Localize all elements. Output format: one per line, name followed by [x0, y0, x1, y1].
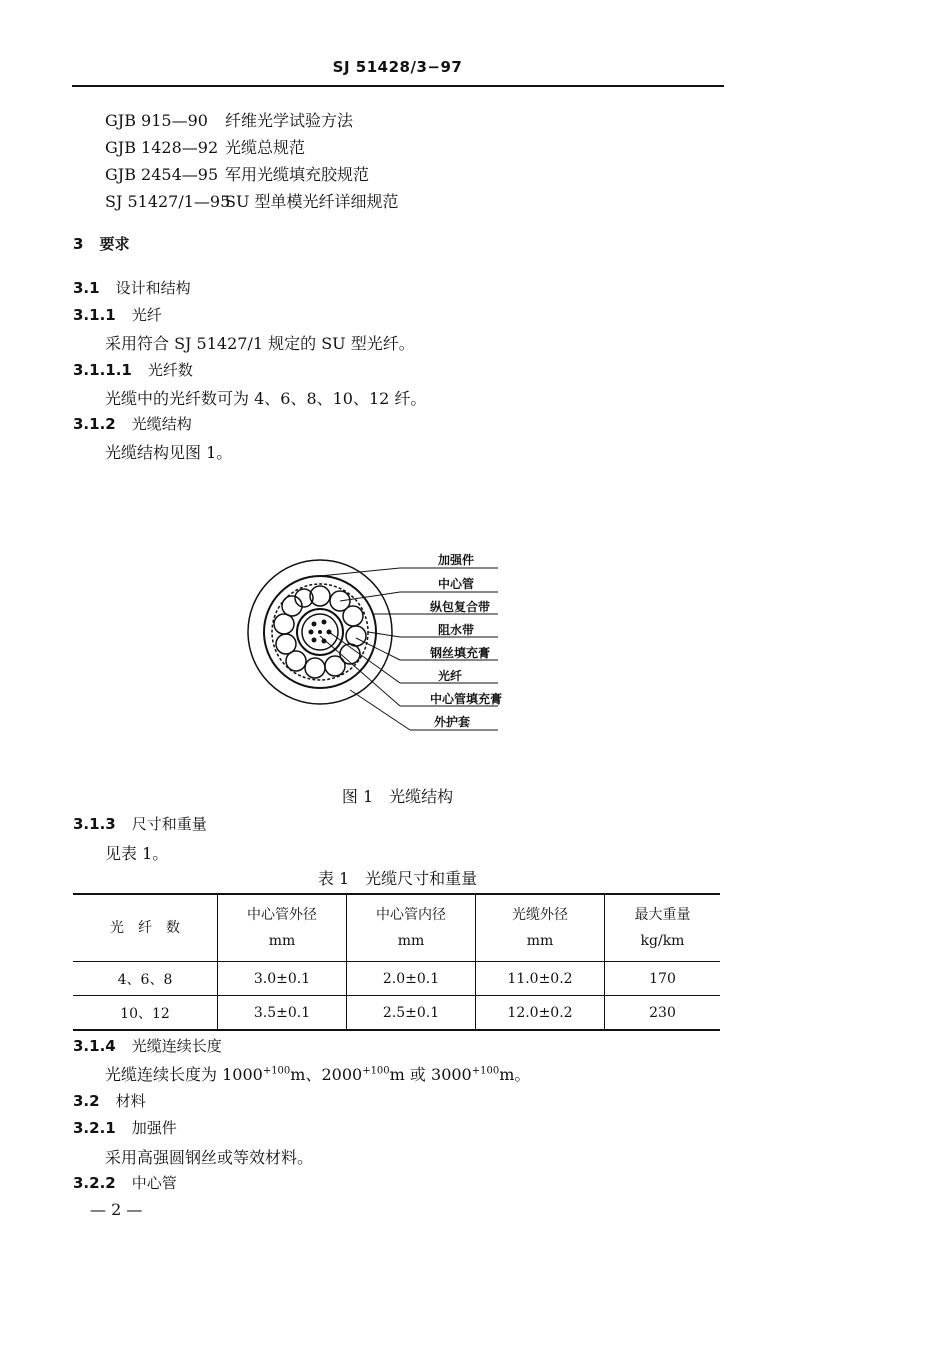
header-rule	[72, 85, 724, 87]
reference-code: GJB 2454—95	[105, 165, 219, 184]
section-text-3-1-3: 见表 1。	[105, 844, 169, 863]
table-cell: 3.0±0.1	[218, 962, 347, 996]
section-heading-3-1-4	[73, 1035, 222, 1056]
reference-item	[105, 135, 305, 158]
section-heading-3-1-2	[73, 413, 192, 434]
dimensions-weight-table	[73, 893, 720, 1031]
section-heading-3-2-1	[73, 1117, 177, 1138]
section-title: 光纤数	[147, 361, 193, 379]
section-title: 尺寸和重量	[131, 815, 207, 833]
reference-title: 军用光缆填充胶规范	[225, 165, 370, 184]
figure-label: 阻水带	[438, 623, 475, 637]
section-number: 3.2.1	[73, 1119, 116, 1137]
figure-label: 钢丝填充膏	[430, 646, 491, 660]
table-header-cell: 光缆外径 mm	[476, 894, 605, 962]
figure-label: 光纤	[438, 669, 463, 683]
reference-title: SU 型单模光纤详细规范	[225, 192, 399, 211]
section-heading-3	[73, 233, 129, 254]
section-text-3-1-1-1: 光缆中的光纤数可为 4、6、8、10、12 纤。	[105, 389, 427, 408]
section-heading-3-1-1	[73, 304, 162, 325]
section-number: 3	[73, 235, 84, 253]
section-number: 3.1.1	[73, 306, 116, 324]
section-title: 设计和结构	[115, 279, 191, 297]
section-text-3-1-1: 采用符合 SJ 51427/1 规定的 SU 型光纤。	[105, 334, 415, 353]
section-number: 3.1.4	[73, 1037, 116, 1055]
table-header-cell: 中心管外径 mm	[218, 894, 347, 962]
figure-label: 中心管填充膏	[430, 692, 503, 706]
reference-code: SJ 51427/1—95	[105, 192, 231, 211]
section-heading-3-1-1-1	[73, 359, 193, 380]
section-number: 3.1.2	[73, 415, 116, 433]
section-text-3-1-4: 光缆连续长度为 $1000^{+100}m$、$2000^{+100}m$ 或 $3000^{+100}m$。	[105, 1065, 531, 1084]
table-caption: 表 1 光缆尺寸和重量	[317, 869, 478, 888]
section-title: 光纤	[131, 306, 162, 324]
section-title: 光缆结构	[131, 415, 192, 433]
section-number: 3.1.3	[73, 815, 116, 833]
page-number: — 2 —	[90, 1200, 143, 1219]
reference-item	[105, 108, 353, 131]
reference-title: 光缆总规范	[225, 138, 306, 157]
optical-fibers	[309, 620, 332, 644]
reference-item	[105, 189, 399, 212]
table-header-cell: 最大重量 kg/km	[605, 894, 721, 962]
section-number: 3.2	[73, 1092, 100, 1110]
figure-label: 外护套	[434, 715, 471, 729]
section-title: 材料	[115, 1092, 146, 1110]
table-cell: 2.5±0.1	[347, 996, 476, 1031]
figure-caption: 图 1 光缆结构	[341, 787, 454, 806]
figure-label: 中心管	[438, 577, 475, 591]
section-number: 3.2.2	[73, 1174, 116, 1192]
section-number: 3.1	[73, 279, 100, 297]
table-header-cell: 光 纤 数	[73, 894, 218, 962]
table-cell: 10、12	[120, 1005, 170, 1022]
table-row	[73, 996, 720, 1031]
table-cell: 12.0±0.2	[476, 996, 605, 1031]
table-header-cell: 中心管内径 mm	[347, 894, 476, 962]
reference-title: 纤维光学试验方法	[225, 111, 354, 130]
reference-item	[105, 162, 369, 185]
section-text-3-2-1: 采用高强圆钢丝或等效材料。	[105, 1148, 314, 1167]
table-cell: 2.0±0.1	[347, 962, 476, 996]
section-title: 中心管	[131, 1174, 177, 1192]
section-title: 光缆连续长度	[131, 1037, 222, 1055]
section-title: 要求	[99, 235, 130, 253]
figure-label: 加强件	[438, 553, 475, 567]
section-number: 3.1.1.1	[73, 361, 132, 379]
table-row	[73, 962, 720, 996]
table-cell: 170	[605, 962, 721, 996]
table-header-row	[73, 894, 720, 962]
section-heading-3-1-3	[73, 813, 207, 834]
table-cell: 11.0±0.2	[476, 962, 605, 996]
table-cell: 3.5±0.1	[218, 996, 347, 1031]
table-cell: 230	[605, 996, 721, 1031]
reference-code: GJB 915—90	[105, 111, 208, 130]
document-code-header: SJ 51428/3−97	[332, 58, 463, 76]
section-heading-3-2	[73, 1090, 146, 1111]
section-heading-3-1	[73, 277, 191, 298]
section-heading-3-2-2	[73, 1172, 177, 1193]
cable-cross-section-figure	[240, 540, 520, 745]
reference-code: GJB 1428—92	[105, 138, 219, 157]
section-text-3-1-2: 光缆结构见图 1。	[105, 443, 233, 462]
figure-label: 纵包复合带	[430, 600, 491, 614]
table-cell: 4、6、8	[73, 962, 218, 996]
section-title: 加强件	[131, 1119, 177, 1137]
